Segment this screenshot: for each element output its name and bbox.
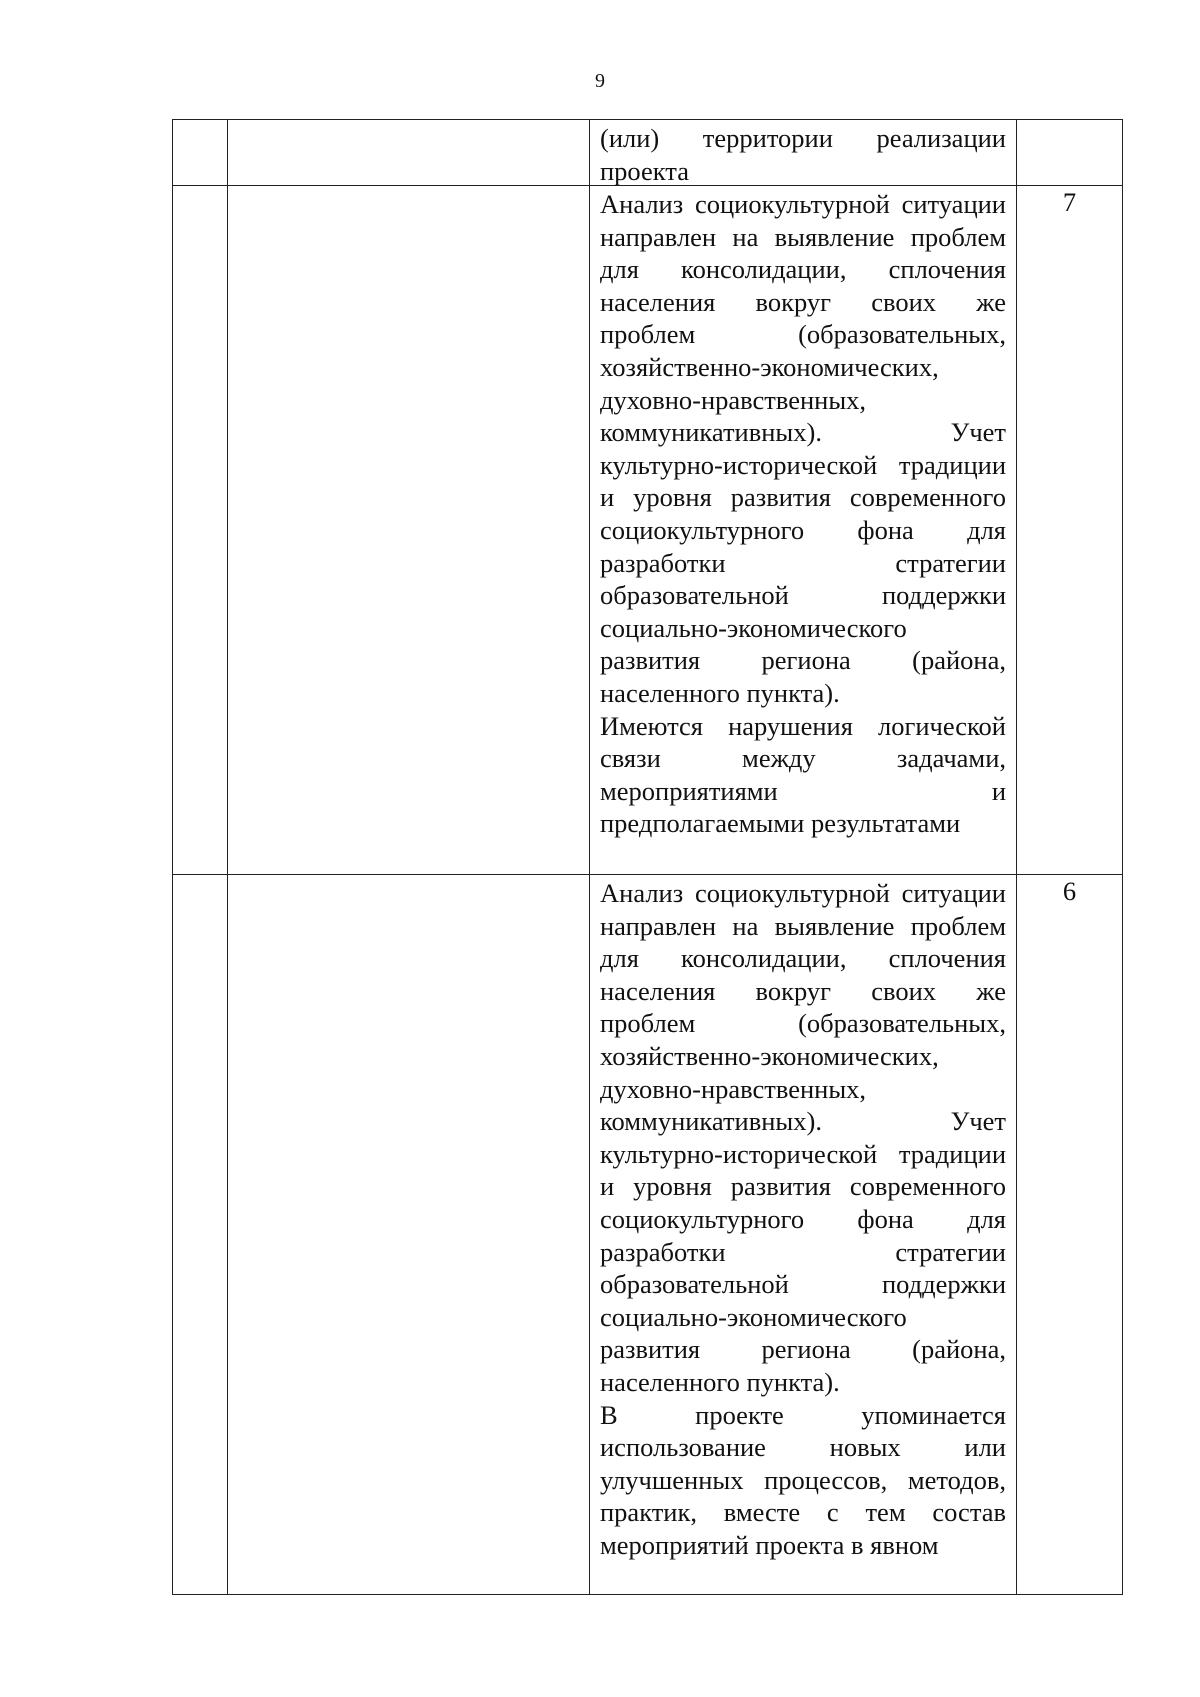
number-cell	[173, 186, 228, 875]
table-row	[173, 120, 1123, 186]
description-cell	[590, 186, 1017, 875]
description-text: (или) территории реализации проекта	[600, 123, 1006, 186]
criterion-cell	[228, 186, 590, 875]
score-cell: 7	[1017, 186, 1123, 875]
criterion-cell	[228, 120, 590, 186]
number-cell	[173, 875, 228, 1595]
criteria-table	[172, 119, 1123, 1595]
description-cell	[590, 875, 1017, 1595]
description-text: Анализ социокультурной ситуации направлен на выявление проблем для консолидации, сплочения населения вокруг своих же проблем (образовательных, хозяйственно-экономических, духовно-нравственных, коммуникативных). Учет культурно-исторической традиции и уровня развития современного социокультурного фона для разработки стратегии образовательной поддержки социально-экономического развития региона (района, населенного пункта).	[600, 878, 1006, 1397]
criterion-cell	[228, 875, 590, 1595]
page-number: 9	[595, 70, 605, 92]
table-row	[173, 186, 1123, 875]
description-extra: В проекте упоминается использование новых или улучшенных процессов, методов, практик, вместе с тем состав мероприятий проекта в явном	[600, 1399, 1006, 1560]
description-text: Анализ социокультурной ситуации направлен на выявление проблем для консолидации, сплочения населения вокруг своих же проблем (образовательных, хозяйственно-экономических, духовно-нравственных, коммуникативных). Учет культурно-исторической традиции и уровня развития современного социокультурного фона для разработки стратегии образовательной поддержки социально-экономического развития региона (района, населенного пункта).	[600, 189, 1006, 708]
score-cell	[1017, 120, 1123, 186]
description-extra: Имеются нарушения логической связи между задачами, мероприятиями и предполагаемыми результатами	[600, 710, 1006, 839]
table-row	[173, 875, 1123, 1595]
description-cell	[590, 120, 1017, 186]
number-cell	[173, 120, 228, 186]
score-cell: 6	[1017, 875, 1123, 1595]
